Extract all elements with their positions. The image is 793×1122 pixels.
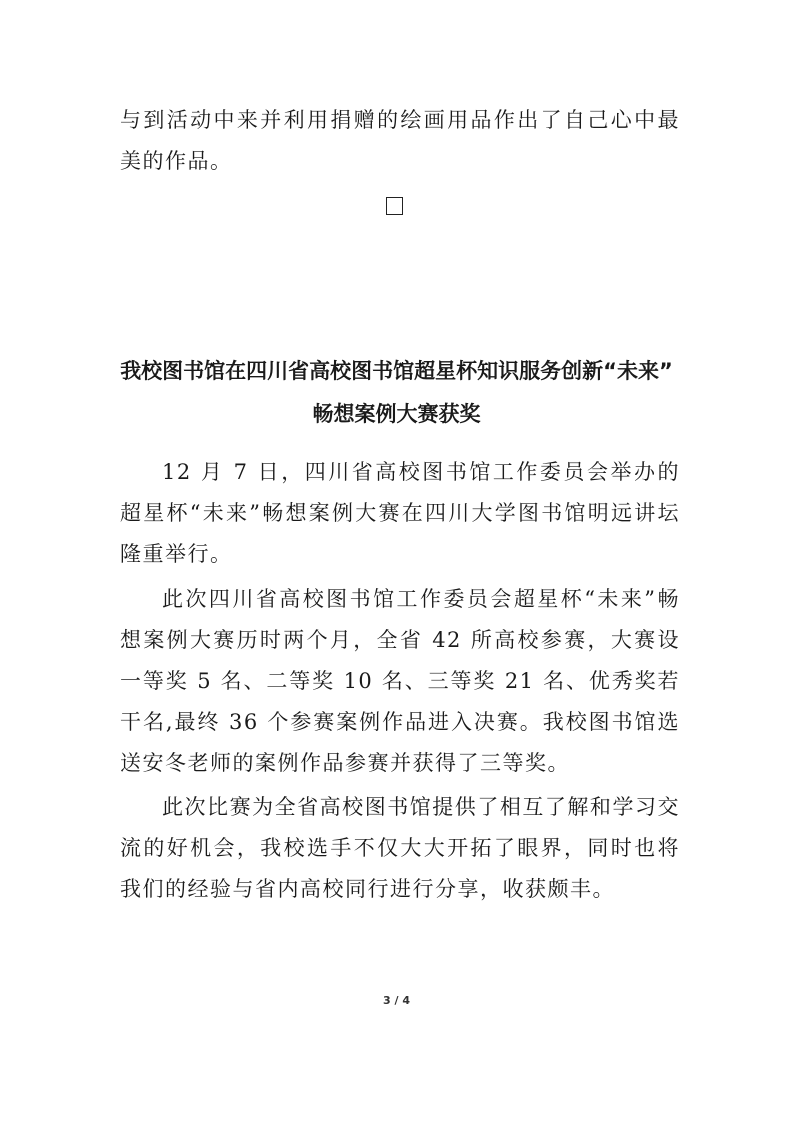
article-title-line-2: 畅想案例大赛获奖 (312, 402, 481, 426)
article-title-line-1: 我校图书馆在四川省高校图书馆超星杯知识服务创新“未来” (120, 359, 673, 383)
article-paragraph-2: 此次四川省高校图书馆工作委员会超星杯“未来”畅想案例大赛历时两个月，全省 42 所高校参赛，大赛设一等奖 5 名、二等奖 10 名、三等奖 21 名、优秀奖若干名,最终 36 个参赛案例作品进入决赛。我校图书馆选送安冬老师的案例作品参赛并获得了三等奖。 (120, 587, 680, 775)
article-paragraph-1: 12 月 7 日，四川省高校图书馆工作委员会举办的超星杯“未来”畅想案例大赛在四川大学图书馆明远讲坛隆重举行。 (120, 460, 680, 566)
empty-square-icon (386, 197, 403, 215)
continuation-paragraph: 与到活动中来并利用捐赠的绘画用品作出了自己心中最美的作品。 (120, 108, 680, 173)
article-paragraph-3: 此次比赛为全省高校图书馆提供了相互了解和学习交流的好机会，我校选手不仅大大开拓了眼界，同时也将我们的经验与省内高校同行进行分享，收获颇丰。 (120, 795, 680, 901)
page-number: 3 / 4 (383, 994, 410, 1007)
